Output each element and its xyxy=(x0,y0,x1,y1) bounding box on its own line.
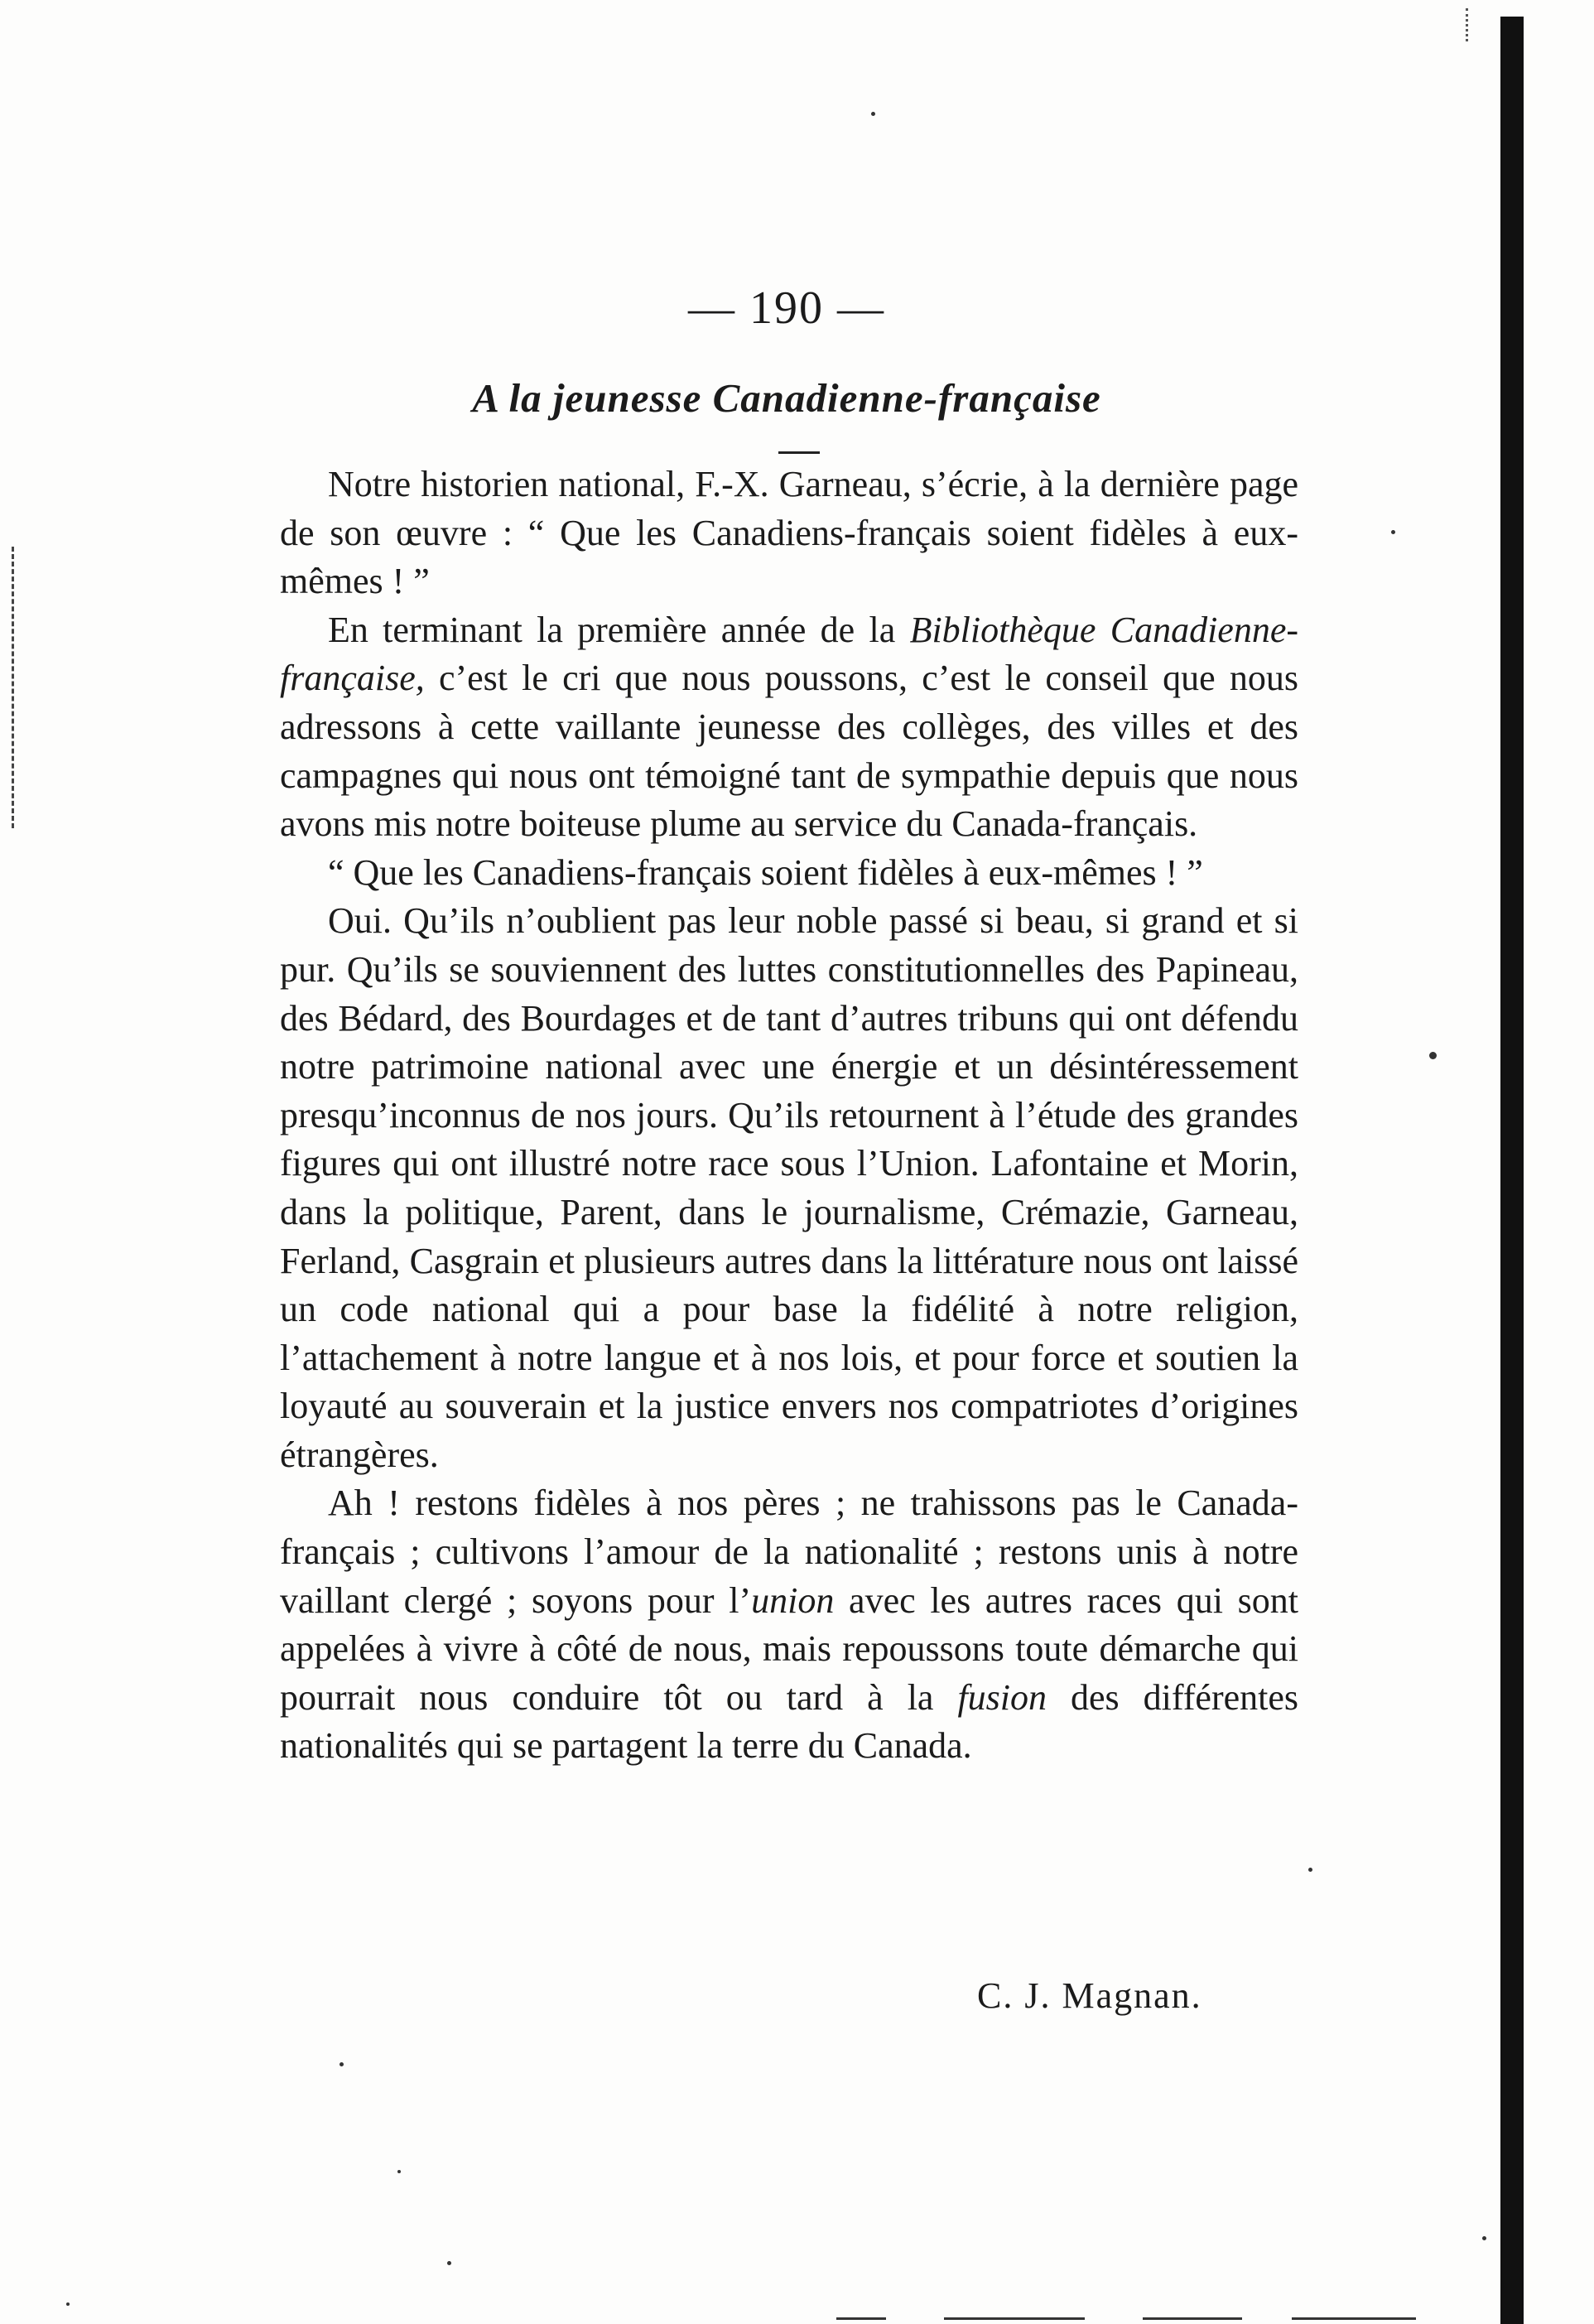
scan-speck xyxy=(1482,2236,1486,2240)
signature: C. J. Magnan. xyxy=(977,1975,1202,2016)
title-rule xyxy=(778,451,820,454)
scan-artifact xyxy=(1292,2317,1416,2320)
scan-speck xyxy=(1308,1868,1312,1872)
page-edge-shadow xyxy=(1500,17,1524,2324)
scan-speck xyxy=(397,2170,401,2173)
scan-speck xyxy=(871,112,875,116)
scan-speck xyxy=(66,2302,70,2306)
italic-text: fusion xyxy=(957,1676,1047,1718)
italic-text: union xyxy=(751,1579,835,1621)
scan-artifact xyxy=(836,2317,886,2320)
scan-speck xyxy=(1391,530,1395,534)
body-text xyxy=(280,460,1298,1771)
paragraph-text: des différentes nationalités qui se partagent la terre du Canada. xyxy=(280,1676,1298,1767)
paragraph: Oui. Qu’ils n’oublient pas leur noble passé si beau, si grand et si pur. Qu’ils se souviennent des luttes constitutionnelles des Papineau, des Bédard, des Bourdages et de tant d’autres tribuns qui ont défendu notre patrimoine national avec une énergie et un désintéressement presqu’inconnus de nos jours. Qu’ils retournent à l’étude des grandes figures qui ont illustré notre race sous l’Union. Lafontaine et Morin, dans la politique, Parent, dans le journalisme, Crémazie, Garneau, Ferland, Casgrain et plusieurs autres dans la littérature nous ont laissé un code national qui a pour base la fidélité à notre religion, l’attachement à notre langue et à nos lois, et pour force et soutien la loyauté au souverain et la justice envers nos compatriotes d’origines étrangères. xyxy=(280,900,1298,1475)
page-title: A la jeunesse Canadienne-française xyxy=(472,375,1101,421)
paragraph: Notre historien national, F.-X. Garneau, s’écrie, à la dernière page de son œuvre : “ Que les Canadiens-français soient fidèles à eux-mêmes ! ” xyxy=(280,464,1298,602)
paragraph-text: avec les autres races qui sont appelées à vivre à côté de nous, mais repoussons toute démarche qui pourrait nous conduire tôt ou tard à la xyxy=(280,1579,1298,1718)
italic-text: Bibliothèque Canadienne-française, xyxy=(280,609,1298,699)
paragraph: “ Que les Canadiens-français soient fidèles à eux-mêmes ! ” xyxy=(328,851,1203,893)
paragraph-text: Ah ! restons fidèles à nos pères ; ne trahissons pas le Canada-français ; cultivons l’amour de la nationalité ; restons unis à notre vaillant clergé ; soyons pour l’ xyxy=(280,1483,1298,1621)
scan-speck xyxy=(447,2261,451,2265)
paragraph xyxy=(280,1479,1298,1771)
paragraph-text: c’est le cri que nous poussons, c’est le conseil que nous adressons à cette vaillante jeunesse des collèges, des villes et des campagnes qui nous ont témoigné tant de sympathie depuis que nous avons mis notre boiteuse plume au service du Canada-français. xyxy=(280,658,1298,845)
paragraph-text: En terminant la première année de la xyxy=(328,609,910,650)
scan-artifact xyxy=(12,547,17,828)
scan-artifact xyxy=(944,2317,1085,2320)
scan-speck xyxy=(340,2062,344,2066)
scan-speck xyxy=(1429,1052,1437,1059)
page-number: — 190 — xyxy=(688,282,885,334)
scan-artifact xyxy=(1466,8,1471,41)
scan-artifact xyxy=(1143,2317,1242,2320)
paragraph xyxy=(280,606,1298,849)
